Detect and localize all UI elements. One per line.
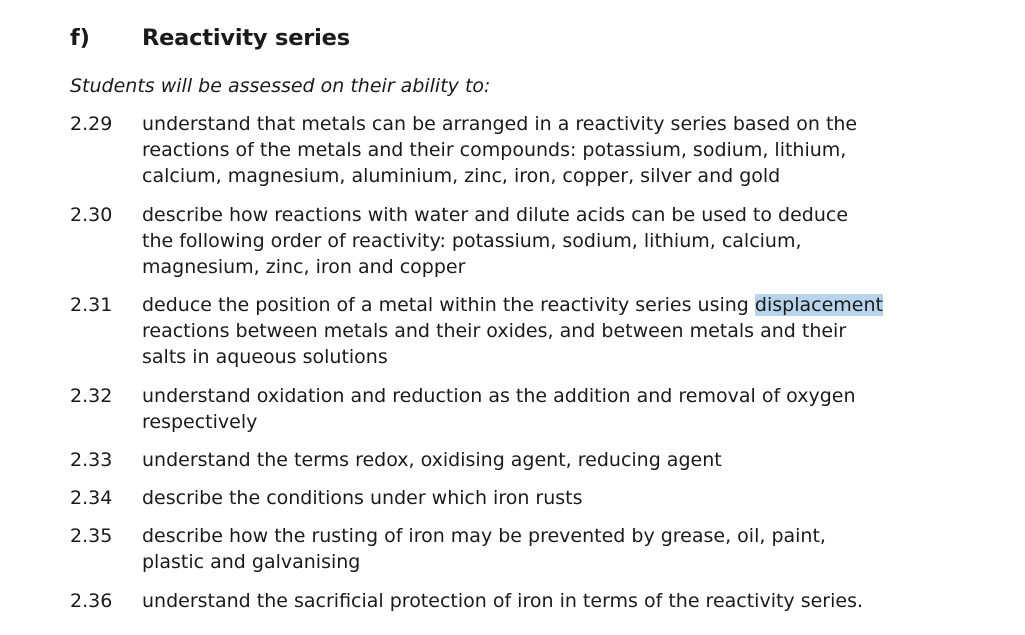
- item-text: [142, 588, 932, 614]
- item-line: salts in aqueous solutions: [142, 346, 388, 368]
- section-heading: [70, 22, 350, 54]
- item-line: understand oxidation and reduction as the addition and removal of oxygen: [142, 385, 856, 407]
- item-text: [142, 485, 932, 511]
- item-line: understand the sacrificial protection of iron in terms of the reactivity series.: [142, 590, 864, 612]
- item-number: 2.34: [70, 487, 113, 509]
- item-number: 2.29: [70, 113, 113, 135]
- item-number: 2.31: [70, 294, 113, 316]
- item-line: describe how the rusting of iron may be prevented by grease, oil, paint,: [142, 525, 826, 547]
- item-line: describe how reactions with water and dilute acids can be used to deduce: [142, 204, 849, 226]
- list-item-2-35: [70, 523, 932, 575]
- highlighted-word[interactable]: displacement: [754, 294, 883, 316]
- item-line: calcium, magnesium, aluminium, zinc, iron, copper, silver and gold: [142, 165, 781, 187]
- item-line: the following order of reactivity: potassium, sodium, lithium, calcium,: [142, 230, 802, 252]
- item-line: reactions of the metals and their compounds: potassium, sodium, lithium,: [142, 139, 847, 161]
- item-text: [142, 292, 932, 370]
- list-item-2-33: [70, 447, 932, 473]
- item-line: respectively: [142, 411, 258, 433]
- item-line: plastic and galvanising: [142, 551, 361, 573]
- list-item-2-34: [70, 485, 932, 511]
- item-number: 2.35: [70, 525, 113, 547]
- item-line: understand that metals can be arranged in a reactivity series based on the: [142, 113, 858, 135]
- item-line: describe the conditions under which iron rusts: [142, 487, 583, 509]
- item-line: magnesium, zinc, iron and copper: [142, 256, 466, 278]
- section-letter: f): [70, 25, 90, 51]
- item-number: 2.32: [70, 385, 113, 407]
- intro-text: Students will be assessed on their ability to:: [70, 75, 491, 97]
- item-line: reactions between metals and their oxides, and between metals and their: [142, 320, 847, 342]
- item-text: [142, 523, 932, 575]
- item-text: [142, 383, 932, 435]
- item-number: 2.36: [70, 590, 113, 612]
- list-item-2-31: [70, 292, 932, 370]
- list-item-2-36: [70, 588, 932, 614]
- item-line: understand the terms redox, oxidising agent, reducing agent: [142, 449, 722, 471]
- list-item-2-32: [70, 383, 932, 435]
- item-line: [142, 292, 932, 318]
- list-item-2-30: [70, 202, 932, 280]
- section-title: Reactivity series: [142, 25, 350, 51]
- item-line-text: deduce the position of a metal within the reactivity series using: [142, 294, 755, 316]
- item-text: [142, 202, 932, 280]
- item-number: 2.33: [70, 449, 113, 471]
- item-text: [142, 447, 932, 473]
- item-number: 2.30: [70, 204, 113, 226]
- list-item-2-29: [70, 111, 932, 189]
- item-text: [142, 111, 932, 189]
